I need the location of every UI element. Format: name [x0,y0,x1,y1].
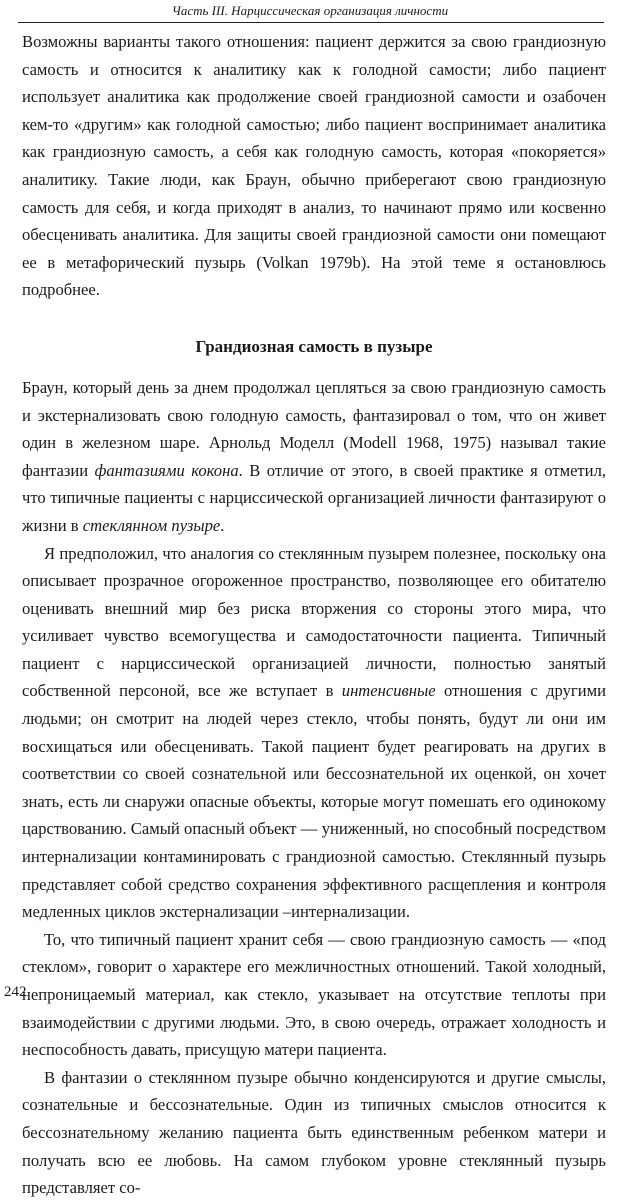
paragraph-intro: Возможны варианты такого отношения: пациент держится за свою грандиозную самость и относится к аналитику как к голодной самости; либо пациент использует аналитика как продолжение своей грандиозной самости и озабочен кем-то «другим» как голодной самостью; либо пациент воспринимает аналитика как грандиозную самость, а себя как голодную самость, которая «покоряется» аналитику. Такие люди, как Браун, обычно приберегают свою грандиозную самость для себя, и когда приходят в анализ, то начинают прямо или косвенно обесценивать аналитика. Для защиты своей грандиозной самости они помещают ее в метафорический пузырь (Volkan 1979b). На этой теме я остановлюсь подробнее. [22,32,606,300]
paragraph-3: То, что типичный пациент хранит себя — свою грандиозную самость — «под стеклом», говорит о характере его межличностных отношений. Такой холодный, непроницаемый материал, как стекло, указывает на отсутствие теплоты при взаимодействии с другими людьми. Это, в свою очередь, отражает холодность и неспособность давать, присущую матери пациента. [22,929,606,1060]
paragraph-1-text-b: . В отличие от этого, в своей практике я отметил, что типичные пациенты с нарциссической организацией личности фантазируют о жизни в [22,460,606,535]
page-body [22,28,606,1202]
paragraph-1 [22,374,606,540]
page-number: 242 [4,984,27,1000]
paragraph-1-text-a: Браун, который день за днем продолжал цепляться за свою грандиозную самость и экстернализовать свою голодную самость, фантазировал о том, что он живет один в железном шаре. Арнольд Моделл (Modell 1968, 1975) называл такие фантазии [22,377,606,480]
paragraph-2-emphasis: интенсивные [341,681,436,701]
paragraph-2 [22,540,606,926]
header-rule [18,22,604,23]
paragraph-4: В фантазии о стеклянном пузыре обычно конденсируются и другие смыслы, сознательные и бессознательные. Один из типичных смыслов относится к бессознательному желанию пациента быть единственным ребенком матери и получать всю ее любовь. На самом глубоком уровне стеклянный пузырь представляет со- [22,1067,606,1198]
paragraph-1-emphasis-a: фантазиями кокона [94,460,239,480]
paragraph-1-text-c: . [220,515,225,535]
running-title: Часть III. Нарциссическая организация личности [171,3,449,18]
paragraph-2-text-a: Я предположил, что аналогия со стеклянным пузырем полезнее, поскольку она описывает прозрачное огороженное пространство, позволяющее его обитателю оценивать внешний мир без риска вторжения со стороны этого мира, что усиливает чувство всемогущества и самодостаточности пациента. Типичный пациент с нарциссической организацией личности, полностью занятый собственной персоной, все же вступает в [22,543,606,701]
paragraph-1-emphasis-b: стеклянном пузыре [82,515,221,535]
section-heading: Грандиозная самость в пузыре [195,336,433,356]
paragraph-2-text-b: отношения с другими людьми; он смотрит на людей через стекло, чтобы понять, будут ли они им восхищаться или обесценивать. Такой пациент будет реагировать на других в соответствии со своей сознательной или бессознательной их оценкой, он хочет знать, есть ли снаружи опасные объекты, которые могут помешать его одинокому царствованию. Самый опасный объект — униженный, но способный посредством интернализации контаминировать с грандиозной самостью. Стеклянный пузырь представляет собой средство сохранения эффективного расщепления и контроля медленных циклов экстернализации –интернализации. [22,681,606,922]
